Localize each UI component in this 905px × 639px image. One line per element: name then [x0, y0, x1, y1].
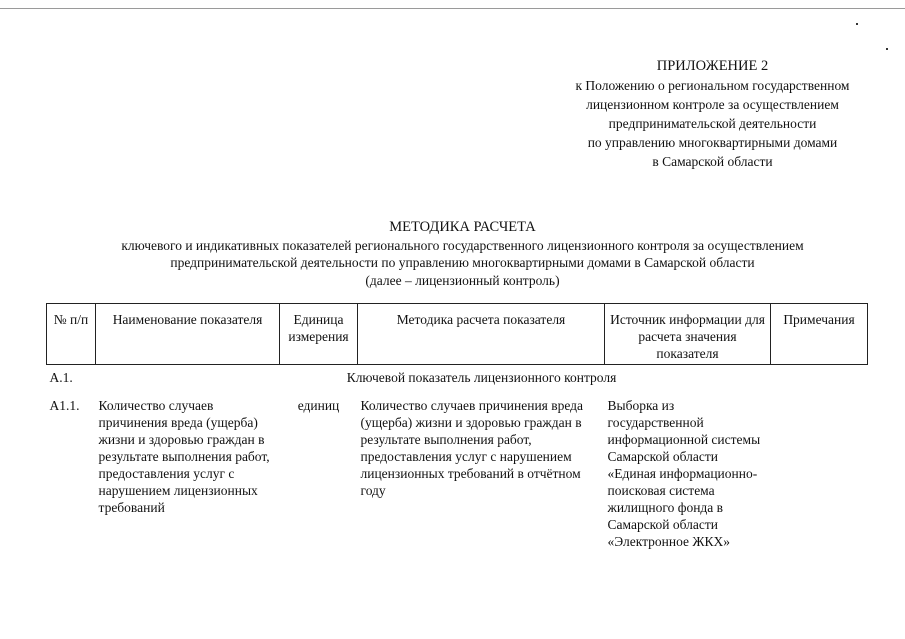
- table-header-row: [47, 304, 868, 365]
- section-number: A.1.: [49, 370, 73, 385]
- appendix-line: по управлению многоквартирными домами: [587, 135, 838, 150]
- row-indicator-name: Количество случаев причинения вреда (ущерба) жизни и здоровью граждан в результате выполнения работ, предоставления услуг с нарушением лицензионных требований: [98, 397, 270, 515]
- appendix-line: в Самарской области: [652, 154, 773, 169]
- appendix-line: предпринимательской деятельности: [608, 116, 817, 131]
- scan-speck: [856, 23, 858, 25]
- header-method: Методика расчета показателя: [358, 304, 605, 365]
- scan-speck: [886, 48, 888, 50]
- title-line: (далее – лицензионный контроль): [365, 272, 560, 288]
- section-label: Ключевой показатель лицензионного контроля: [346, 370, 617, 385]
- header-number: № п/п: [47, 304, 96, 365]
- document-title: [40, 219, 885, 289]
- page-top-edge-line: [0, 8, 905, 9]
- header-unit: Единица измерения: [280, 304, 358, 365]
- indicators-table: [46, 303, 868, 550]
- appendix-line: лицензионном контроле за осуществлением: [586, 97, 839, 112]
- header-source: Источник информации для расчета значения показателя: [605, 304, 771, 365]
- row-note: [771, 395, 868, 550]
- title-main: МЕТОДИКА РАСЧЕТА: [389, 219, 536, 235]
- row-method: Количество случаев причинения вреда (ущерба) жизни и здоровью граждан в результате выполнения работ, предоставления услуг с нарушением лицензионных требований в отчётном году: [360, 397, 584, 498]
- row-source: Выборка из государственной информационной системы Самарской области «Единая информационно-поисковая система жилищного фонда в Самарской области «Электронное ЖКХ»: [607, 397, 761, 549]
- title-line: предпринимательской деятельности по управлению многоквартирными домами в Самарской области: [170, 255, 755, 270]
- section-row: [47, 365, 868, 395]
- appendix-heading: ПРИЛОЖЕНИЕ 2: [656, 58, 769, 74]
- table-row: [47, 395, 868, 550]
- header-notes: Примечания: [771, 304, 868, 365]
- appendix-reference: [540, 57, 885, 171]
- header-indicator-name: Наименование показателя: [96, 304, 280, 365]
- row-unit: единиц: [297, 397, 340, 413]
- appendix-line: к Положению о региональном государственном: [575, 78, 850, 93]
- row-number: A1.1.: [49, 397, 80, 413]
- title-line: ключевого и индикативных показателей регионального государственного лицензионного контроля за осуществлением: [121, 237, 804, 253]
